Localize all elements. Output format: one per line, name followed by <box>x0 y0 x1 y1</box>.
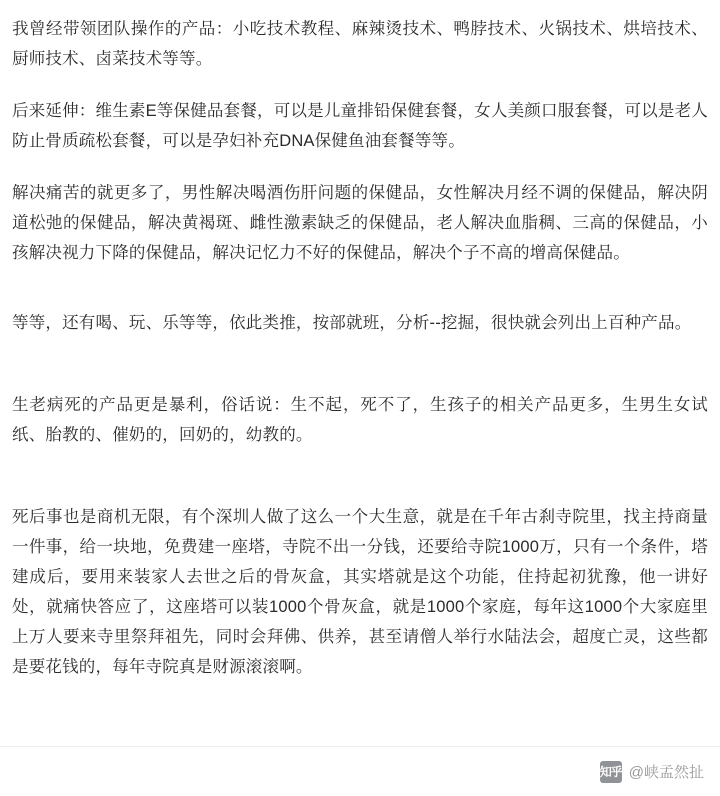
footer-bar <box>0 746 720 796</box>
brand-attribution[interactable] <box>600 761 704 783</box>
zhihu-logo-icon: 知乎 <box>600 761 622 783</box>
article-paragraph: 生老病死的产品更是暴利，俗话说：生不起，死不了，生孩子的相关产品更多，生男生女试纸、胎教的、催奶的，回奶的，幼教的。 <box>12 396 708 444</box>
article-paragraph: 死后事也是商机无限，有个深圳人做了这么一个大生意，就是在千年古刹寺院里，找主持商量一件事，给一块地，免费建一座塔，寺院不出一分钱，还要给寺院1000万，只有一个条件，塔建成后，要用来装家人去世之后的骨灰盒，其实塔就是这个功能，住持起初犹豫，他一讲好处，就痛快答应了，这座塔可以装1000个骨灰盒，就是1000个家庭，每年这1000个大家庭里上万人要来寺里祭拜祖先，同时会拜佛、供养，甚至请僧人举行水陆法会，超度亡灵，这些都是要花钱的，每年寺院真是财源滚滚啊。 <box>12 508 708 676</box>
article-paragraph: 解决痛苦的就更多了，男性解决喝酒伤肝问题的保健品，女性解决月经不调的保健品，解决阴道松弛的保健品，解决黄褐斑、雌性激素缺乏的保健品，老人解决血脂稠、三高的保健品，小孩解决视力下降的保健品，解决记忆力不好的保健品，解决个子不高的增高保健品。 <box>12 184 708 262</box>
author-handle: @峡孟然扯 <box>628 764 704 781</box>
article-paragraph: 等等，还有喝、玩、乐等等，依此类推，按部就班，分析--挖掘，很快就会列出上百种产品。 <box>12 314 692 332</box>
article-paragraph: 我曾经带领团队操作的产品：小吃技术教程、麻辣烫技术、鸭脖技术、火锅技术、烘培技术、厨师技术、卤菜技术等等。 <box>12 20 708 68</box>
article-paragraph: 后来延伸：维生素E等保健品套餐，可以是儿童排铅保健套餐，女人美颜口服套餐，可以是老人防止骨质疏松套餐，可以是孕妇补充DNA保健鱼油套餐等等。 <box>12 102 708 150</box>
